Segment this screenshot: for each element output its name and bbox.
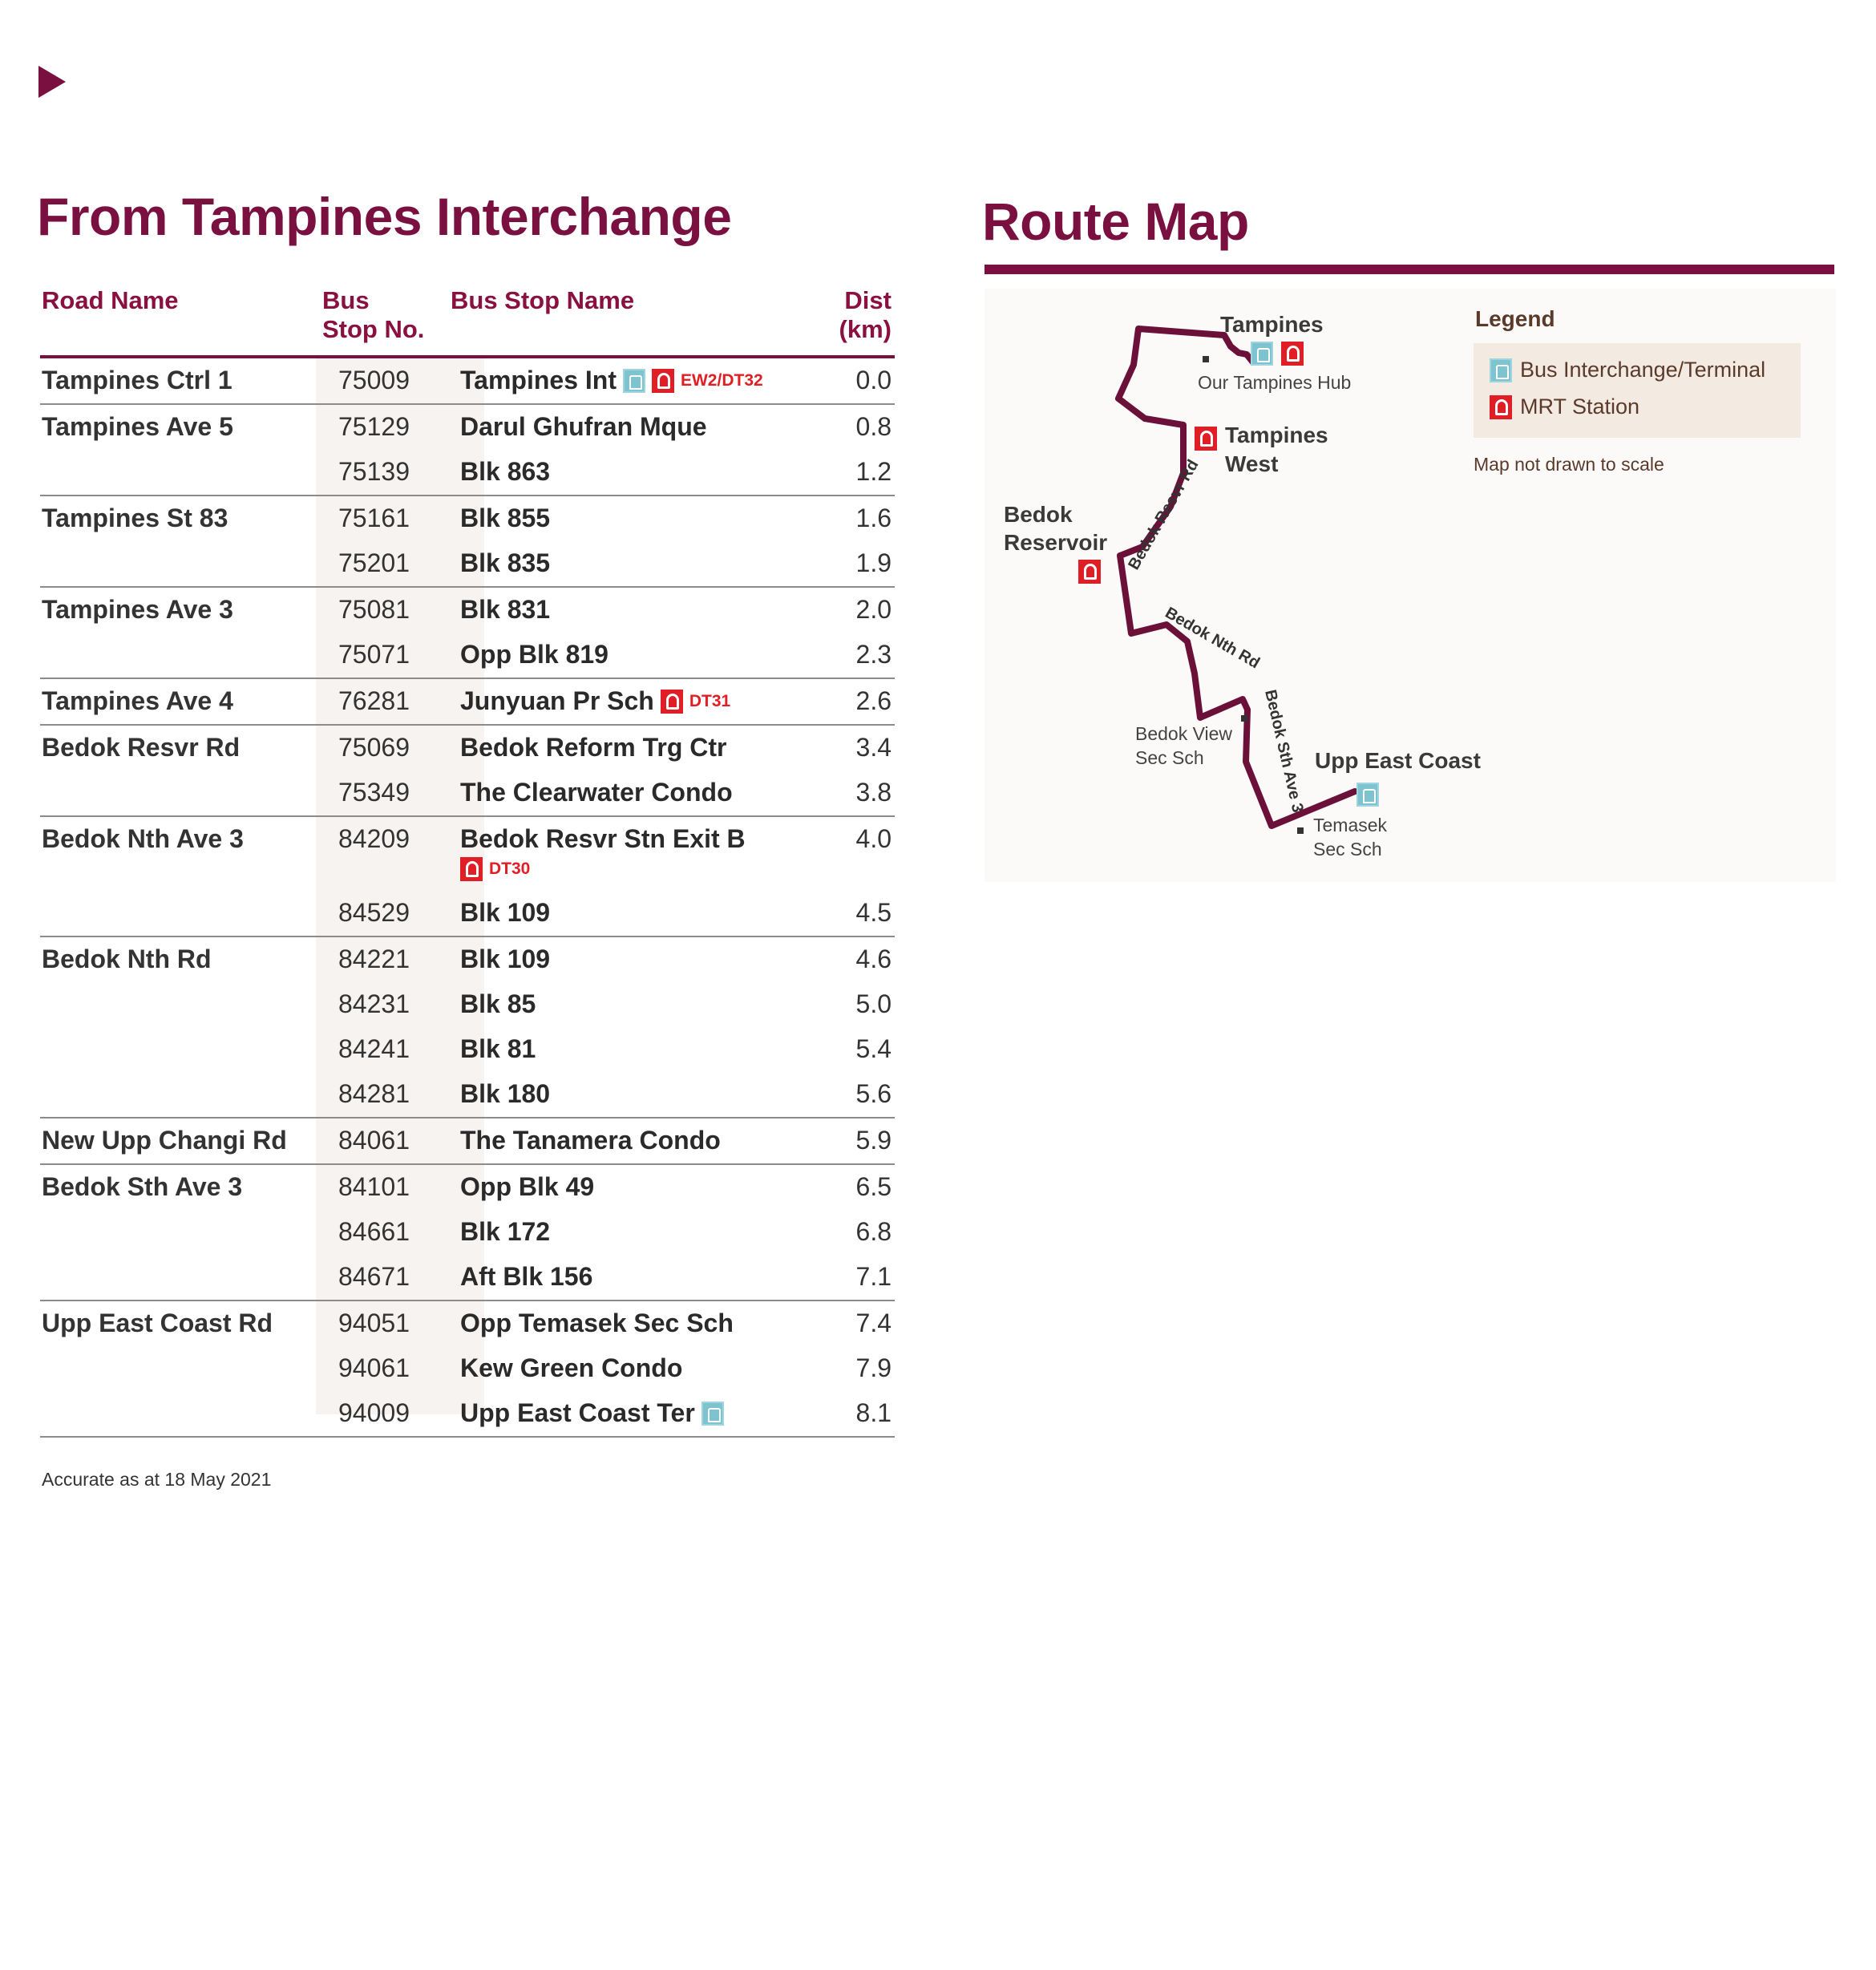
bus-stop-name: Blk 81 [460,1034,536,1063]
header-km: (km) [839,315,892,343]
bus-stop-number: 84231 [338,989,410,1018]
distance-km: 7.1 [855,1262,892,1291]
station-label-tampines-west-2: West [1225,451,1279,476]
table-row [40,1072,895,1117]
landmark-marker [1241,715,1247,722]
bus-stop-name: Blk 85 [460,989,536,1018]
road-group [40,358,895,405]
bus-stop-name: Blk 835 [460,548,551,577]
bus-stop-number: 84209 [338,824,410,853]
table-row [40,982,895,1027]
table-row [40,817,895,891]
station-label-tampines: Tampines [1220,312,1324,337]
table-row [40,358,895,403]
bus-stop-number: 84661 [338,1217,410,1246]
distance-km: 1.2 [855,457,892,486]
table-row [40,1165,895,1210]
bus-stop-number: 94009 [338,1398,410,1427]
road-name: Upp East Coast Rd [42,1309,273,1337]
road-label-bedok-sth-ave-3: Bedok Sth Ave 3 [1261,688,1307,815]
legend-item-mrt [1490,394,1639,419]
table-row [40,1118,895,1163]
bus-stop-name-cell [460,1398,724,1428]
station-label-bedok-reservoir-1: Bedok [1004,502,1073,527]
bus-stop-name-cell [460,1126,721,1155]
legend-label: MRT Station [1520,394,1640,419]
bus-stop-name: Tampines Int [460,366,617,394]
road-name: Bedok Nth Ave 3 [42,824,244,853]
bus-stop-number: 94051 [338,1309,410,1337]
table-row [40,1391,895,1436]
distance-km: 3.8 [855,778,892,807]
bus-interchange-icon [1490,358,1512,382]
bus-stop-number: 84671 [338,1262,410,1291]
bus-stop-name: Blk 180 [460,1079,551,1108]
bus-stop-number: 75139 [338,457,410,486]
road-group [40,1118,895,1165]
road-label-bedok-nth-rd: Bedok Nth Rd [1162,604,1263,673]
bus-stop-name: Bedok Reform Trg Ctr [460,733,727,762]
bus-stop-name: Kew Green Condo [460,1353,683,1382]
bus-stop-table [40,285,895,1438]
mrt-station-icon [1078,560,1101,584]
header-road-name: Road Name [42,286,179,314]
road-name: Tampines Ave 3 [42,595,233,624]
bus-interchange-icon [1251,342,1273,366]
landmark-bedok-view-2: Sec Sch [1135,747,1204,768]
legend-title: Legend [1475,306,1555,331]
bus-stop-name-cell [460,366,763,395]
page-title: From Tampines Interchange [37,187,732,246]
road-group [40,817,895,937]
bus-stop-name-cell [460,989,536,1019]
bus-stop-number: 75009 [338,366,410,394]
bus-stop-name: Blk 831 [460,595,551,624]
landmark-our-tampines-hub: Our Tampines Hub [1198,372,1352,393]
header-stop-no: Stop No. [322,315,425,343]
bus-stop-name-cell [460,1262,592,1292]
distance-km: 8.1 [855,1398,892,1427]
bus-stop-name-cell [460,824,746,854]
station-label-tampines-west-1: Tampines [1225,423,1328,447]
mrt-line-code: DT30 [489,860,531,878]
mrt-station-icon [1490,395,1512,419]
bus-stop-name: Blk 855 [460,504,551,532]
road-group [40,588,895,679]
table-row [40,588,895,633]
station-label-upp-east-coast: Upp East Coast [1315,748,1481,773]
landmark-temasek-1: Temasek [1313,815,1388,835]
distance-km: 7.4 [855,1309,892,1337]
table-row [40,679,895,724]
bus-stop-name-cell [460,595,550,625]
bus-stop-name: Opp Blk 819 [460,640,608,669]
bus-stop-number: 76281 [338,686,410,715]
road-name: Tampines Ave 5 [42,412,233,441]
bus-stop-name-cell [460,1079,550,1109]
legend-label: Bus Interchange/Terminal [1520,358,1766,382]
accuracy-note: Accurate as at 18 May 2021 [42,1469,272,1490]
road-label-bedok-resvr-rd: Bedok Resvr Rd [1125,456,1203,573]
legend-item-bus [1490,358,1765,382]
road-name: Tampines Ctrl 1 [42,366,232,394]
distance-km: 0.0 [855,366,892,394]
bus-stop-name-cell [460,778,733,807]
landmark-bedok-view-1: Bedok View [1135,723,1233,744]
mrt-connection [460,857,530,881]
section-marker-arrow-icon [38,66,66,98]
distance-km: 3.4 [855,733,892,762]
road-name: Bedok Nth Rd [42,945,212,973]
bus-stop-name: Upp East Coast Ter [460,1398,695,1427]
table-row [40,771,895,815]
road-name: Tampines St 83 [42,504,228,532]
bus-stop-name-cell [460,640,608,669]
bus-stop-number: 84241 [338,1034,410,1063]
distance-km: 6.5 [855,1172,892,1201]
table-row [40,1210,895,1255]
table-row [40,1301,895,1346]
table-row [40,1346,895,1391]
header-dist: Dist [844,286,892,314]
table-header [40,285,895,358]
table-row [40,541,895,586]
bus-stop-name-cell [460,1353,682,1383]
bus-stop-name: Aft Blk 156 [460,1262,593,1291]
table-row [40,1255,895,1300]
landmark-temasek-2: Sec Sch [1313,839,1382,860]
road-group [40,679,895,726]
road-group [40,726,895,817]
table-row [40,1027,895,1072]
legend-box [1474,343,1801,438]
mrt-station-icon [460,857,483,881]
road-group [40,1301,895,1438]
road-name: New Upp Changi Rd [42,1126,287,1155]
bus-stop-number: 75201 [338,548,410,577]
bus-stop-number: 84061 [338,1126,410,1155]
bus-stop-name-cell [460,412,707,442]
bus-stop-name: Blk 109 [460,898,551,927]
bus-stop-number: 84529 [338,898,410,927]
distance-km: 5.9 [855,1126,892,1155]
road-group [40,1165,895,1301]
road-group [40,937,895,1118]
road-name: Bedok Resvr Rd [42,733,241,762]
bus-stop-name-cell [460,1172,594,1202]
bus-stop-number: 75069 [338,733,410,762]
route-map-title: Route Map [982,192,1249,251]
bus-stop-number: 84221 [338,945,410,973]
mrt-station-icon [652,369,674,393]
bus-stop-number: 75349 [338,778,410,807]
bus-stop-number: 94061 [338,1353,410,1382]
road-group [40,405,895,496]
bus-stop-name-cell [460,1217,550,1247]
distance-km: 1.9 [855,548,892,577]
distance-km: 5.4 [855,1034,892,1063]
landmark-marker [1297,827,1304,834]
bus-stop-name-cell [460,457,550,487]
bus-stop-name-cell [460,504,550,533]
road-name: Bedok Sth Ave 3 [42,1172,243,1201]
bus-stop-name-cell [460,945,550,974]
bus-stop-name-cell [460,686,730,716]
distance-km: 6.8 [855,1217,892,1246]
table-body [40,358,895,1438]
mrt-station-icon [661,690,683,714]
bus-stop-name: Blk 863 [460,457,551,486]
station-label-bedok-reservoir-2: Reservoir [1004,530,1108,555]
bus-stop-name-cell [460,548,550,578]
bus-stop-name: Opp Temasek Sec Sch [460,1309,734,1337]
bus-stop-name: Blk 109 [460,945,551,973]
bus-stop-number: 75081 [338,595,410,624]
bus-stop-name: The Tanamera Condo [460,1126,721,1155]
mrt-line-code: DT31 [689,691,731,710]
bus-interchange-icon [701,1402,724,1426]
bus-stop-name-cell [460,898,550,928]
header-bus-stop-name: Bus Stop Name [451,286,635,314]
bus-stop-name: Blk 172 [460,1217,551,1246]
bus-interchange-icon [1356,783,1379,807]
bus-interchange-icon [623,369,645,393]
distance-km: 4.5 [855,898,892,927]
distance-km: 4.0 [855,824,892,853]
header-bus: Bus [322,286,370,314]
bus-stop-name: Junyuan Pr Sch [460,686,654,715]
bus-stop-number: 84101 [338,1172,410,1201]
table-row [40,726,895,771]
road-name: Tampines Ave 4 [42,686,233,715]
distance-km: 7.9 [855,1353,892,1382]
bus-stop-name: Opp Blk 49 [460,1172,595,1201]
bus-stop-number: 75129 [338,412,410,441]
table-row [40,633,895,678]
bus-stop-number: 75161 [338,504,410,532]
landmark-marker [1203,356,1209,362]
table-row [40,891,895,936]
bus-stop-name: The Clearwater Condo [460,778,733,807]
bus-stop-name-cell [460,1034,536,1064]
map-scale-note: Map not drawn to scale [1474,454,1664,475]
distance-km: 2.6 [855,686,892,715]
bus-stop-number: 84281 [338,1079,410,1108]
distance-km: 5.0 [855,989,892,1018]
bus-stop-name-cell [460,733,726,763]
distance-km: 4.6 [855,945,892,973]
mrt-line-code: EW2/DT32 [680,370,763,390]
distance-km: 1.6 [855,504,892,532]
table-row [40,937,895,982]
distance-km: 2.0 [855,595,892,624]
distance-km: 5.6 [855,1079,892,1108]
route-map-divider [984,265,1834,274]
table-row [40,405,895,450]
distance-km: 2.3 [855,640,892,669]
mrt-station-icon [1281,342,1304,366]
road-group [40,496,895,588]
bus-stop-name-cell [460,1309,734,1338]
distance-km: 0.8 [855,412,892,441]
mrt-station-icon [1195,427,1217,451]
bus-stop-name: Bedok Resvr Stn Exit B [460,824,746,853]
table-row [40,496,895,541]
bus-stop-name: Darul Ghufran Mque [460,412,707,441]
bus-stop-number: 75071 [338,640,410,669]
table-row [40,450,895,495]
